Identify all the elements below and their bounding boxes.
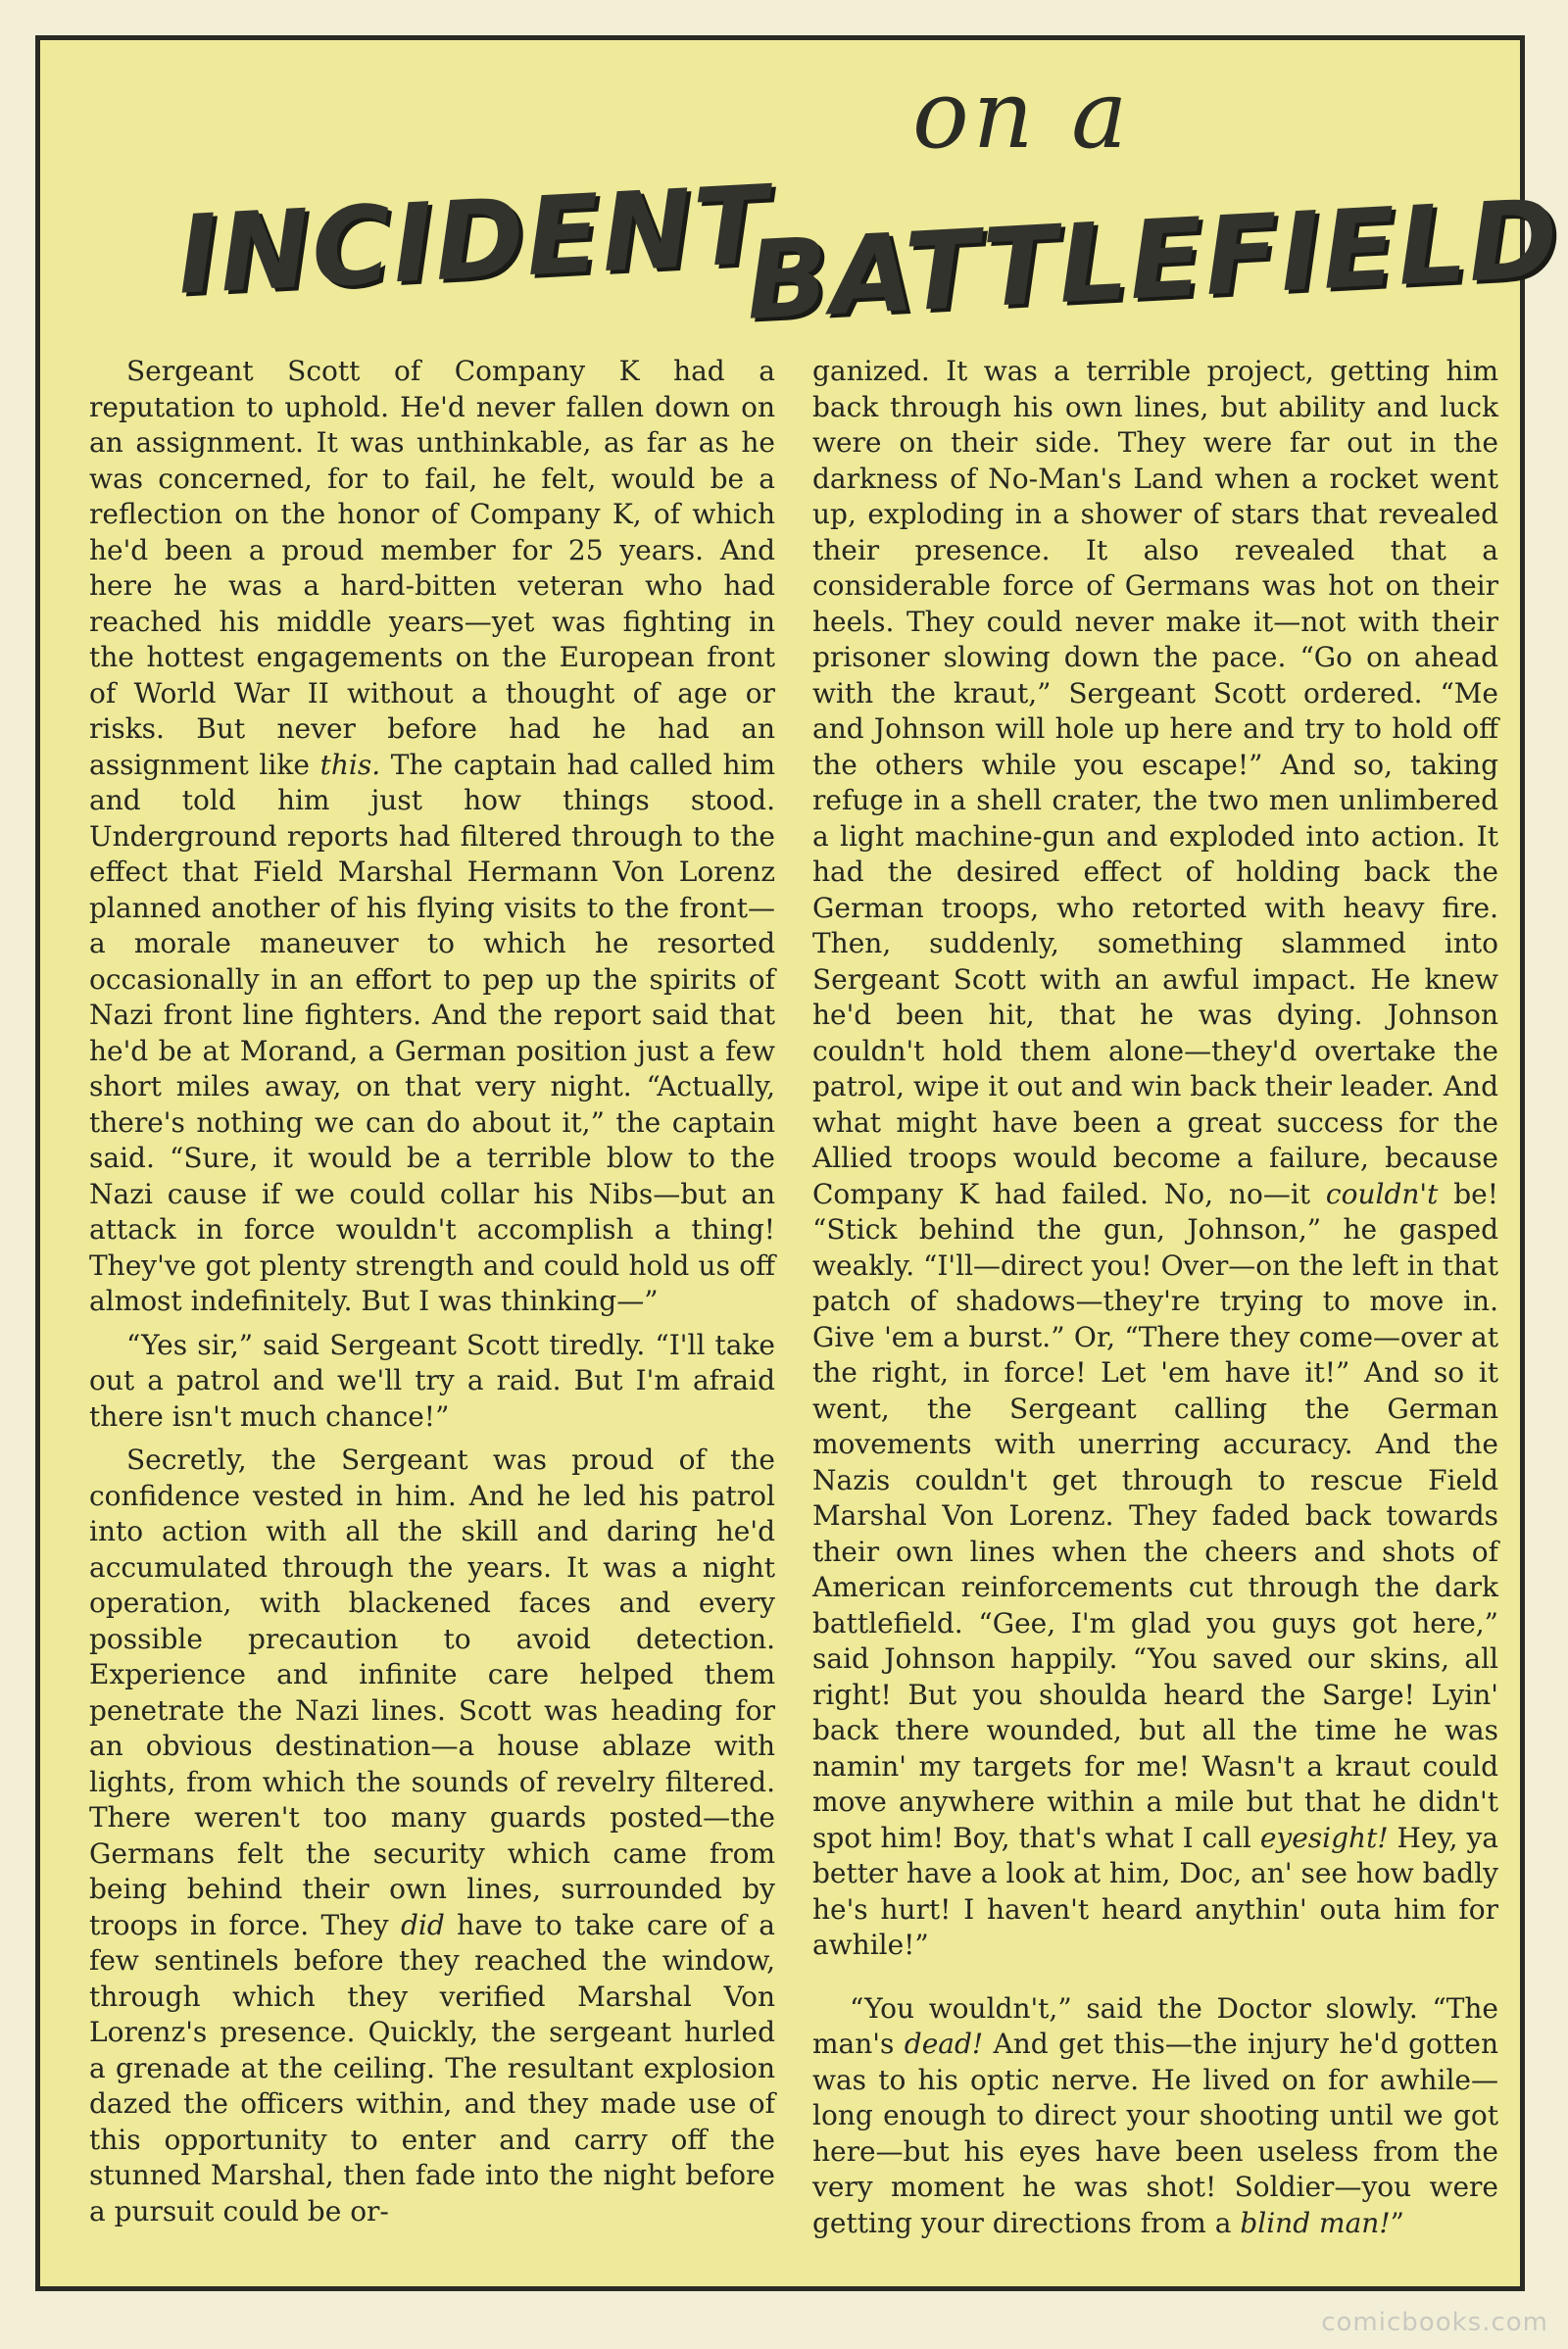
text-run: ” <box>1390 2206 1404 2239</box>
text-run: be! “Stick behind the gun, Johnson,” he gasped weakly. “I'll—direct you! Over—on the left in that patch of shadows—they're trying to move in. Give 'em a burst.” Or, “There they come—over at the right, in force! Let 'em have it!” And so it went, the Sergeant calling the German movements with unerring accuracy. And the Nazis couldn't get through to rescue Field Marshal Von Lorenz. They faded back towards their own lines when the cheers and shots of American reinforcements cut through the dark battlefield. “Gee, I'm glad you guys got here,” said Johnson happily. “You saved our skins, all right! But you shoulda heard the Sarge! Lyin' back there wounded, but all the time he was namin' my targets for me! Wasn't a kraut could move anywhere within a mile but that he didn't spot him! Boy, that's what I call <box>812 1177 1498 1854</box>
paragraph <box>812 354 1498 1964</box>
title-connector: on a <box>912 60 1132 170</box>
watermark: comicbooks.com <box>1321 2308 1548 2337</box>
text-run: The captain had called him and told him just how things stood. Underground reports had filtered through to the effect that Field Marshal Hermann Von Lorenz planned another of his flying visits to the front—a morale maneuver to which he resorted occasionally in an effort to pep up the spirits of Nazi front line fighters. And the report said that he'd be at Morand, a German position just a few short miles away, on that very night. “Actually, there's nothing we can do about it,” the captain said. “Sure, it would be a terrible blow to the Nazi cause if we could collar his Nibs—but an attack in force wouldn't accomplish a thing! They've got plenty strength and could hold us off almost indefinitely. But I was thinking—” <box>89 748 776 1317</box>
text-run: have to take care of a few sentinels before they reached the window, through which they verified Marshal Von Lorenz's presence. Quickly, the sergeant hurled a grenade at the ceiling. The resultant explosion dazed the officers within, and they made use of this opportunity to enter and carry off the stunned Marshal, then fade into the night before a pursuit could be or- <box>89 1908 775 2227</box>
emphasis: blind man! <box>1240 2206 1391 2239</box>
text-run: And get this—the injury he'd gotten was to his optic nerve. He lived on for awhile—long enough to direct your shooting until we got here—but his eyes have been useless from the very moment he was shot! Soldier—you were getting your directions from a <box>812 2028 1499 2239</box>
emphasis: eyesight! <box>1259 1821 1389 1854</box>
paragraph <box>812 1991 1498 2242</box>
story-column-left <box>89 354 775 2237</box>
text-run: Sergeant Scott of Company K had a reputation to uphold. He'd never fallen down on an assignment. It was unthinkable, as far as he was concerned, for to fail, he felt, would be a reflection on the honor of Company K, of which he'd been a proud member for 25 years. And here he was a hard-bitten veteran who had reached his middle years—yet was fighting in the hottest engagements on the European front of World War II without a thought of age or risks. But never before had he had an assignment like <box>89 355 775 781</box>
text-run: Hey, ya better have a look at him, Doc, an' see how badly he's hurt! I haven't heard anythin' outa him for awhile!” <box>812 1821 1498 1961</box>
text-run: Secretly, the Sergeant was proud of the confidence vested in him. And he led his patrol into action with all the skill and daring he'd accumulated through the years. It was a night operation, with blackened faces and every possible precaution to avoid detection. Experience and infinite care helped them penetrate the Nazi lines. Scott was heading for an obvious destination—a house ablaze with lights, from which the sounds of revelry filtered. There weren't too many guards posted—the Germans felt the security which came from being behind their own lines, surrounded by troops in force. They <box>89 1444 775 1941</box>
paragraph <box>89 1443 775 2229</box>
title-word-battlefield: BATTLEFIELD <box>743 175 1563 344</box>
emphasis: did <box>400 1908 445 1941</box>
text-run: “You wouldn't,” said the Doctor slowly. “The man's <box>812 1991 1498 2060</box>
paragraph <box>89 1328 775 1436</box>
story-column-right <box>812 354 1498 2249</box>
emphasis: couldn't <box>1325 1177 1439 1210</box>
story-panel <box>35 35 1563 2291</box>
paragraph <box>89 354 775 1320</box>
text-run: ganized. It was a terrible project, getting him back through his own lines, but ability and luck were on their side. They were far out in the darkness of No-Man's Land when a rocket went up, exploding in a shower of stars that revealed their presence. It also revealed that a considerable force of Germans was hot on their heels. They could never make it—not with their prisoner slowing down the pace. “Go on ahead with the kraut,” Sergeant Scott ordered. “Me and Johnson will hole up here and try to hold off the others while you escape!” And so, taking refuge in a shell crater, the two men unlimbered a light machine-gun and exploded into action. It had the desired effect of holding back the German troops, who retorted with heavy fire. Then, suddenly, something slammed into Sergeant Scott with an awful impact. He knew he'd been hit, that he was dying. Johnson couldn't hold them alone—they'd overtake the patrol, wipe it out and win back their leader. And what might have been a great success for the Allied troops would become a failure, because Company K had failed. No, no—it <box>812 355 1498 1210</box>
title-word-incident: INCIDENT <box>174 162 773 318</box>
emphasis: dead! <box>904 2028 984 2060</box>
emphasis: this. <box>319 748 381 781</box>
text-run: “Yes sir,” said Sergeant Scott tiredly. “I'll take out a patrol and we'll try a raid. But I'm afraid there isn't much chance!” <box>89 1328 775 1433</box>
